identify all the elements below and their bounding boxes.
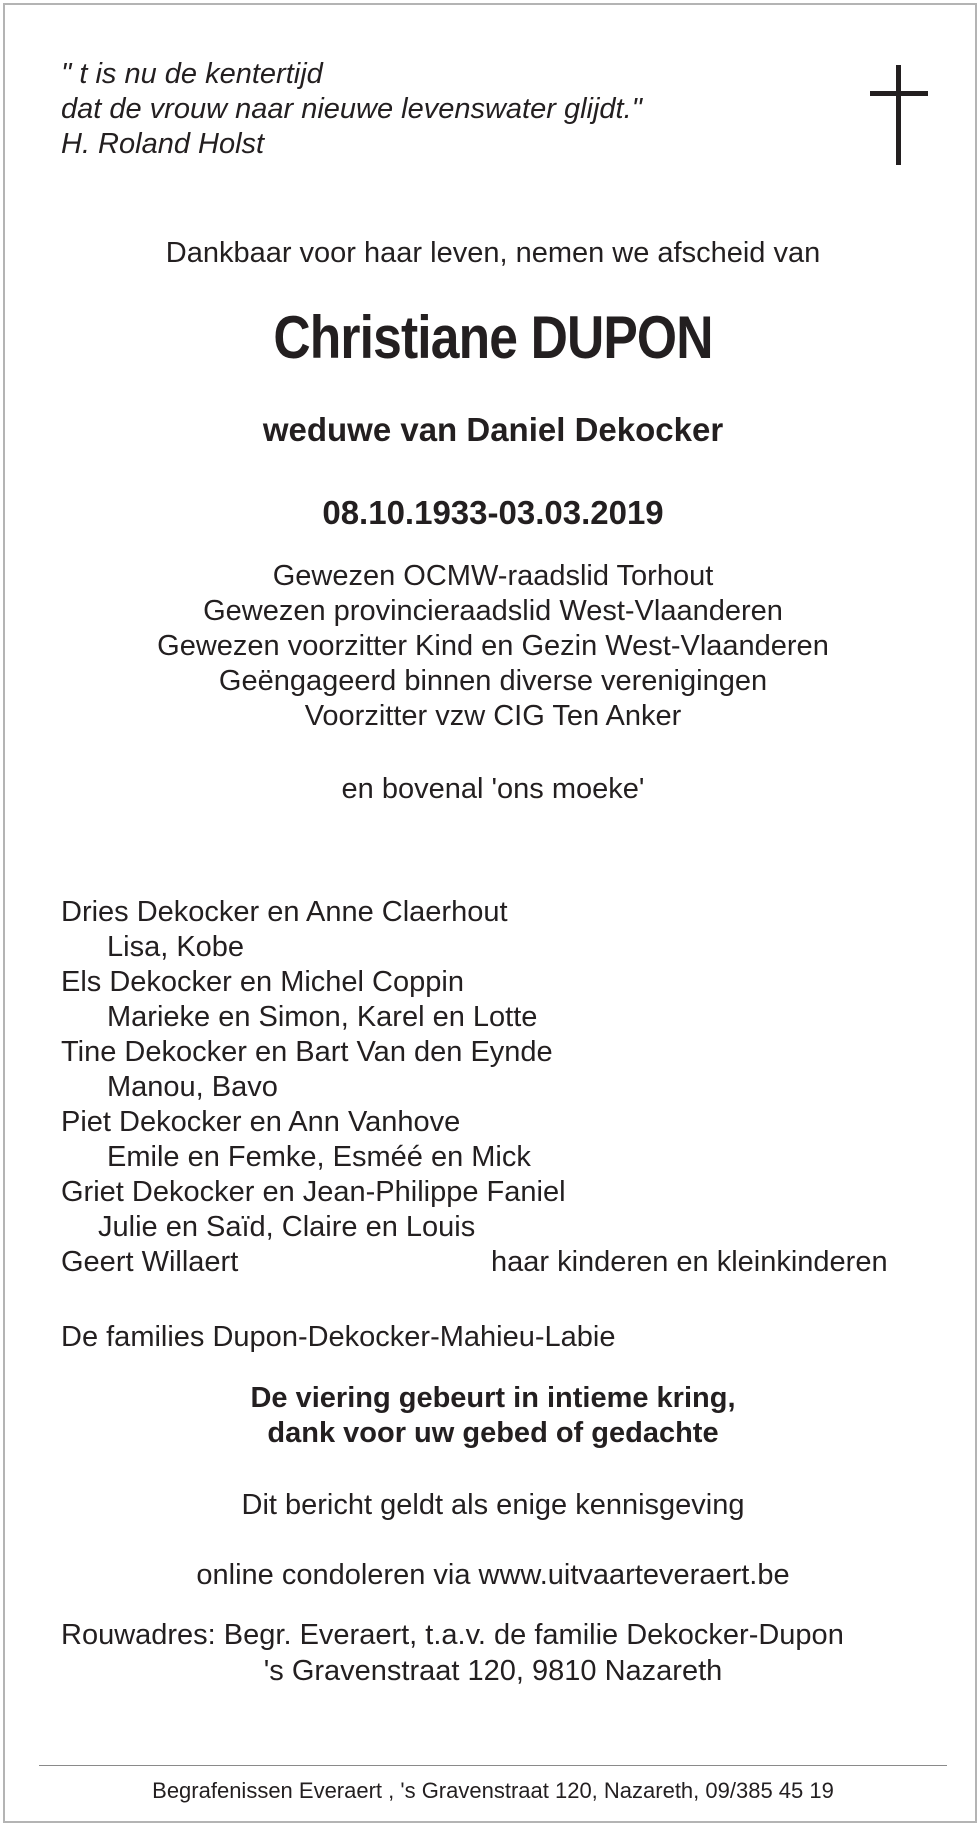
intro-text: Dankbaar voor haar leven, nemen we afscheid van bbox=[165, 237, 821, 269]
ceremony-line: dank voor uw gebed of gedachte bbox=[267, 1417, 719, 1449]
above-all-text: en bovenal 'ons moeke' bbox=[341, 773, 645, 805]
grandchildren-row: Emile en Femke, Esméé en Mick bbox=[107, 1141, 531, 1173]
quote-line: dat de vrouw naar nieuwe levenswater glijdt." bbox=[61, 93, 642, 125]
role-item: Gewezen OCMW-raadslid Torhout bbox=[272, 560, 714, 592]
family-row: Piet Dekocker en Ann Vanhove bbox=[61, 1106, 461, 1138]
ceremony-line: De viering gebeurt in intieme kring, bbox=[250, 1382, 736, 1414]
mourning-address-line1: Rouwadres: Begr. Everaert, t.a.v. de familie Dekocker-Dupon bbox=[61, 1619, 844, 1651]
role-item: Gewezen provincieraadslid West-Vlaanderen bbox=[203, 595, 783, 627]
families-line: De families Dupon-Dekocker-Mahieu-Labie bbox=[61, 1321, 616, 1353]
online-condolence-text: online condoleren via www.uitvaarteveraert.be bbox=[196, 1559, 790, 1591]
obituary-card bbox=[3, 3, 977, 1823]
family-summary: haar kinderen en kleinkinderen bbox=[491, 1246, 888, 1278]
grandchildren-row: Manou, Bavo bbox=[107, 1071, 278, 1103]
notice-text: Dit bericht geldt als enige kennisgeving bbox=[241, 1489, 745, 1521]
widow-of: weduwe van Daniel Dekocker bbox=[262, 411, 724, 448]
role-item: Voorzitter vzw CIG Ten Anker bbox=[304, 700, 682, 732]
roles-list bbox=[5, 559, 980, 734]
role-item: Gewezen voorzitter Kind en Gezin West-Vlaanderen bbox=[157, 630, 829, 662]
role-item: Geëngageerd binnen diverse verenigingen bbox=[218, 665, 768, 697]
family-row: Tine Dekocker en Bart Van den Eynde bbox=[61, 1036, 553, 1068]
quote-line: " t is nu de kentertijd bbox=[61, 58, 323, 90]
cross-horizontal-bar bbox=[870, 91, 928, 96]
family-row: Dries Dekocker en Anne Claerhout bbox=[61, 896, 508, 928]
grandchildren-row: Lisa, Kobe bbox=[107, 931, 245, 963]
cross-icon bbox=[870, 65, 928, 165]
deceased-name: Christiane DUPON bbox=[273, 304, 713, 371]
life-dates: 08.10.1933-03.03.2019 bbox=[322, 494, 664, 531]
cross-vertical-bar bbox=[896, 65, 901, 165]
family-row: Els Dekocker en Michel Coppin bbox=[61, 966, 464, 998]
footer-divider bbox=[39, 1765, 947, 1766]
poem-quote bbox=[61, 57, 642, 162]
grandchildren-row: Marieke en Simon, Karel en Lotte bbox=[107, 1001, 538, 1033]
family-list bbox=[61, 895, 941, 1280]
family-member: Geert Willaert bbox=[61, 1246, 239, 1278]
family-row-last bbox=[61, 1245, 941, 1280]
ceremony-text bbox=[5, 1381, 980, 1451]
footer-text: Begrafenissen Everaert , 's Gravenstraat 120, Nazareth, 09/385 45 19 bbox=[152, 1778, 834, 1803]
mourning-address-line2: 's Gravenstraat 120, 9810 Nazareth bbox=[263, 1655, 723, 1687]
grandchildren-row: Julie en Saïd, Claire en Louis bbox=[98, 1211, 476, 1243]
quote-author: H. Roland Holst bbox=[61, 128, 265, 160]
family-row: Griet Dekocker en Jean-Philippe Faniel bbox=[61, 1176, 566, 1208]
